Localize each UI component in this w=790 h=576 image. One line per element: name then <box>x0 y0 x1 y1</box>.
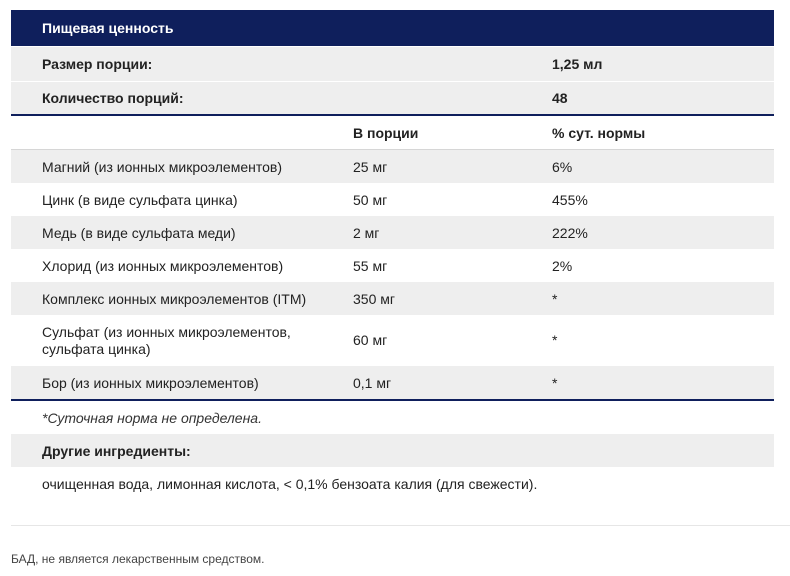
nutrient-daily-value: * <box>552 290 558 307</box>
column-header-row <box>11 116 774 149</box>
nutrient-daily-value: 2% <box>552 257 573 274</box>
nutrient-daily-value: * <box>552 374 558 391</box>
column-header-per-serving: В порции <box>353 124 419 141</box>
nutrient-daily-value: * <box>552 332 558 348</box>
serving-size-label: Размер порции: <box>42 56 153 72</box>
other-ingredients-heading: Другие ингредиенты: <box>11 434 774 467</box>
nutrient-daily-value: 455% <box>552 191 588 208</box>
nutrient-name: Комплекс ионных микроэлементов (ITM) <box>42 290 307 307</box>
nutrient-amount: 60 мг <box>353 332 388 348</box>
nutrient-row <box>11 216 774 249</box>
nutrient-name: Цинк (в виде сульфата цинка) <box>42 191 238 208</box>
nutrient-amount: 2 мг <box>353 224 380 241</box>
servings-count-label: Количество порций: <box>42 90 184 106</box>
nutrient-name: Медь (в виде сульфата меди) <box>42 224 236 241</box>
nutrient-row <box>11 282 774 315</box>
nutrient-name: Сульфат (из ионных микроэлементов, сульфата цинка) <box>42 323 291 357</box>
serving-size-value: 1,25 мл <box>552 56 603 72</box>
nutrient-amount: 25 мг <box>353 158 388 175</box>
nutrient-amount: 55 мг <box>353 257 388 274</box>
nutrient-row <box>11 150 774 183</box>
nutrient-name: Магний (из ионных микроэлементов) <box>42 158 283 175</box>
nutrient-row <box>11 183 774 216</box>
panel-title: Пищевая ценность <box>11 10 774 46</box>
nutrient-row <box>11 249 774 282</box>
disclaimer: БАД, не является лекарственным средством. <box>11 552 265 566</box>
nutrition-facts-panel <box>11 10 774 500</box>
nutrient-row <box>11 315 774 366</box>
nutrient-name: Хлорид (из ионных микроэлементов) <box>42 257 284 274</box>
nutrient-daily-value: 222% <box>552 224 588 241</box>
footer-divider <box>11 525 790 526</box>
column-header-daily-value: % сут. нормы <box>552 124 646 141</box>
nutrient-amount: 350 мг <box>353 290 395 307</box>
nutrient-amount: 50 мг <box>353 191 388 208</box>
other-ingredients-text: очищенная вода, лимонная кислота, < 0,1% бензоата калия (для свежести). <box>42 475 538 492</box>
serving-size-row <box>11 47 774 81</box>
nutrient-daily-value: 6% <box>552 158 573 175</box>
nutrient-amount: 0,1 мг <box>353 374 392 391</box>
servings-count-row <box>11 82 774 114</box>
footnote: *Суточная норма не определена. <box>42 409 262 426</box>
nutrient-name: Бор (из ионных микроэлементов) <box>42 374 259 391</box>
servings-count-value: 48 <box>552 90 568 106</box>
nutrient-row <box>11 366 774 399</box>
